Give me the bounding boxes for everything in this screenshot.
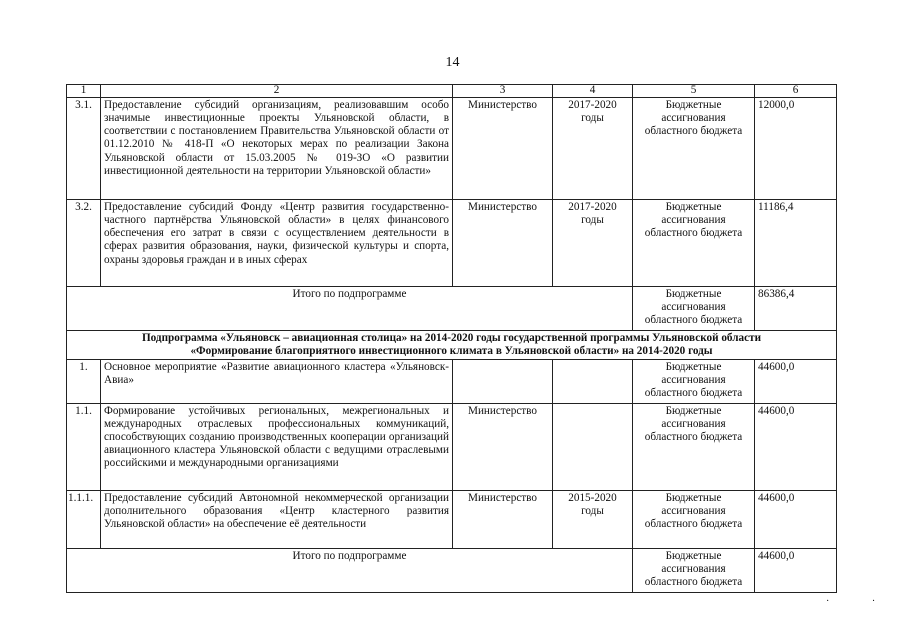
subprogram-heading-line-2: «Формирование благоприятного инвестиционного климата в Ульяновской области» на 2014-2020 годы [190,344,713,357]
column-header-6: 6 [755,85,837,98]
column-header-1: 1 [67,85,101,98]
subprogram-heading [67,330,837,359]
subprogram-heading-line-1: Подпрограмма «Ульяновск – авиационная столица» на 2014-2020 годы государственной программы Ульяновской области [141,331,762,344]
row-amount: 44600,0 [755,548,837,592]
row-funding-source: Бюджетные ассигнования областного бюджета [633,548,755,592]
subtotal-row [67,286,837,330]
subtotal-label: Итого по подпрограмме [67,548,633,592]
page-number: 14 [445,55,460,70]
row-number: 3.1. [67,97,101,199]
program-table [66,84,837,593]
row-number: 1.1.1. [67,490,101,548]
table-row [67,199,837,286]
column-header-3: 3 [453,85,553,98]
row-executor [453,359,553,403]
scan-marks: · · [826,596,896,607]
row-funding-source: Бюджетные ассигнования областного бюджета [633,359,755,403]
subtotal-label: Итого по подпрограмме [67,286,633,330]
table-row [67,97,837,199]
row-funding-source: Бюджетные ассигнования областного бюджета [633,490,755,548]
row-period: 2017-2020 годы [553,97,633,199]
table-row [67,403,837,490]
row-description: Предоставление субсидий организациям, реализовавшим особо значимые инвестиционные проекты Ульяновской области, в соответствии с постановлением Правительства Ульяновской области от 01.12.2010 № 418-П «О некоторых мерах по реализации Закона Ульяновской области от 15.03.2005 № 019-ЗО «О развитии инвестиционной деятельности на территории Ульяновской области» [101,97,453,199]
row-number: 1.1. [67,403,101,490]
row-amount: 44600,0 [755,490,837,548]
row-funding-source: Бюджетные ассигнования областного бюджета [633,286,755,330]
row-amount: 11186,4 [755,199,837,286]
row-description: Основное мероприятие «Развитие авиационного кластера «Ульяновск-Авиа» [101,359,453,403]
column-header-5: 5 [633,85,755,98]
row-description: Предоставление субсидий Автономной некоммерческой организации дополнительного образования «Центр кластерного развития Ульяновской области» на обеспечение её деятельности [101,490,453,548]
row-executor: Министерство [453,490,553,548]
subtotal-row [67,548,837,592]
column-header-2: 2 [101,85,453,98]
column-header-4: 4 [553,85,633,98]
row-executor: Министерство [453,97,553,199]
row-description: Предоставление субсидий Фонду «Центр развития государственно-частного партнёрства Ульяновской области» в целях финансового обеспечения его затрат в связи с осуществлением деятельности в сферах развития образования, науки, физической культуры и спорта, охраны здоровья граждан и в иных сферах [101,199,453,286]
row-amount: 12000,0 [755,97,837,199]
row-number: 3.2. [67,199,101,286]
row-funding-source: Бюджетные ассигнования областного бюджета [633,199,755,286]
row-amount: 44600,0 [755,359,837,403]
row-period: 2017-2020 годы [553,199,633,286]
row-executor: Министерство [453,199,553,286]
table-row [67,359,837,403]
row-executor: Министерство [453,403,553,490]
row-amount: 86386,4 [755,286,837,330]
row-period: 2015-2020 годы [553,490,633,548]
row-funding-source: Бюджетные ассигнования областного бюджета [633,97,755,199]
row-description: Формирование устойчивых региональных, межрегиональных и международных отраслевых профессиональных коммуникаций, способствующих созданию производственных кооперации организаций авиационного кластера Ульяновской области с ведущими отраслевыми российскими и международными организациями [101,403,453,490]
row-amount: 44600,0 [755,403,837,490]
table-row [67,490,837,548]
row-number: 1. [67,359,101,403]
row-funding-source: Бюджетные ассигнования областного бюджета [633,403,755,490]
row-period [553,403,633,490]
table-header-row [67,85,837,98]
subprogram-heading-row [67,330,837,359]
row-period [553,359,633,403]
